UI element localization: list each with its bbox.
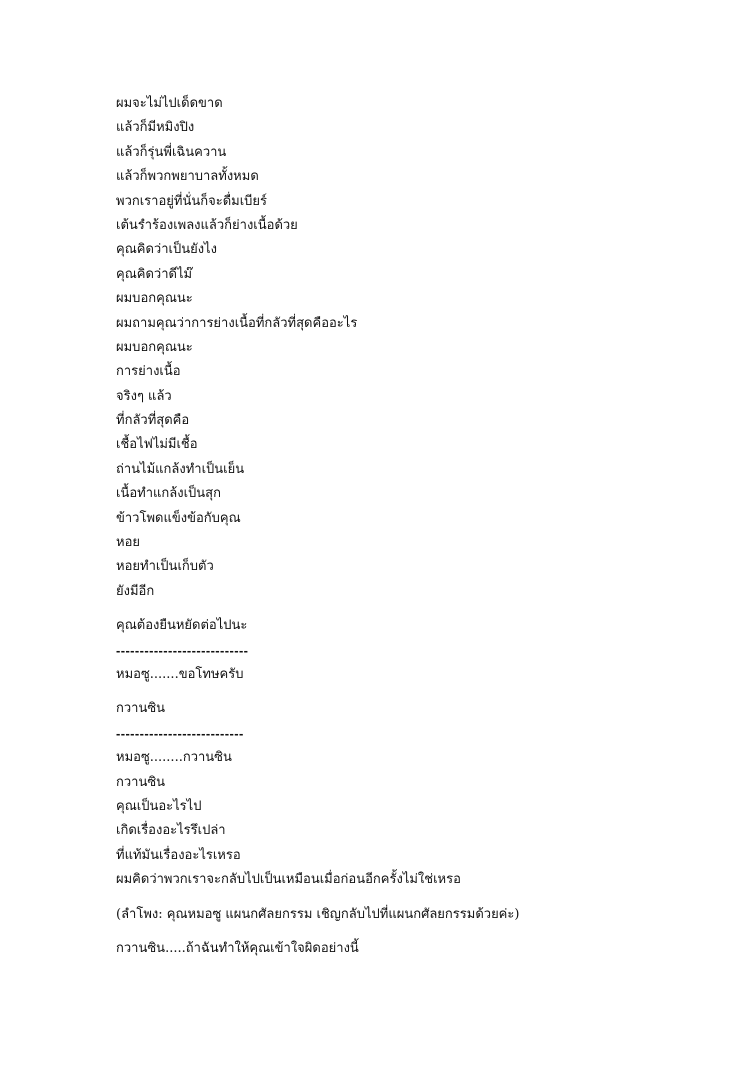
dialogue-line: ผมคิดว่าพวกเราจะกลับไปเป็นเหมือนเมื่อก่อนอีกครั้งไม่ใช่เหรอ bbox=[116, 872, 461, 888]
dialogue-line: ผมบอกคุณนะ bbox=[116, 291, 193, 307]
dialogue-line: หอยทำเป็นเก็บตัว bbox=[116, 559, 214, 575]
dialogue-line: ผมจะไม่ไปเด็ดขาด bbox=[116, 96, 223, 111]
dialogue-line: หอย bbox=[116, 535, 140, 551]
dialogue-line: เต้นรำร้องเพลงแล้วก็ย่างเนื้อด้วย bbox=[116, 217, 298, 233]
dialogue-line: เนื้อทำแกล้งเป็นสุก bbox=[116, 486, 221, 502]
dialogue-line: หมอซู........กวานซิน bbox=[116, 750, 232, 766]
dialogue-block-2 bbox=[116, 746, 716, 892]
dialogue-line: แล้วก็พวกพยาบาลทั้งหมด bbox=[116, 169, 259, 185]
dialogue-line: ยังมีอีก bbox=[116, 583, 155, 599]
dialogue-line: คุณคิดว่าเป็นยังไง bbox=[116, 242, 217, 258]
section-separator: --------------------------- bbox=[116, 725, 244, 741]
dialogue-line: แล้วก็รุ่นพี่เฉินควาน bbox=[116, 144, 227, 160]
dialogue-line-final: กวานซิน.....ถ้าฉันทำให้คุณเข้าใจผิดอย่างนี้ bbox=[116, 940, 359, 956]
dialogue-line: การย่างเนื้อ bbox=[116, 364, 181, 380]
speaker-announcement: (ลำโพง: คุณหมอซู แผนกศัลยกรรม เชิญกลับไปที่แผนกศัลยกรรมด้วยค่ะ) bbox=[116, 906, 520, 922]
dialogue-line-sorry: หมอซู.......ขอโทษครับ bbox=[116, 666, 244, 682]
dialogue-line: จริงๆ แล้ว bbox=[116, 388, 172, 404]
dialogue-line: คุณเป็นอะไรไป bbox=[116, 798, 202, 814]
dialogue-line: ที่กลัวที่สุดคือ bbox=[116, 413, 190, 429]
dialogue-line: ผมบอกคุณนะ bbox=[116, 339, 193, 355]
dialogue-block-1 bbox=[116, 92, 716, 604]
dialogue-line: ผมถามคุณว่าการย่างเนื้อที่กลัวที่สุดคืออะไร bbox=[116, 315, 358, 331]
dialogue-line: เกิดเรื่องอะไรรึเปล่า bbox=[116, 823, 226, 839]
dialogue-line: ที่แท้มันเรื่องอะไรเหรอ bbox=[116, 847, 241, 863]
dialogue-line: ถ่านไม้แกล้งทำเป็นเย็น bbox=[116, 461, 245, 477]
dialogue-line: คุณคิดว่าดีไม๊ bbox=[116, 266, 193, 282]
document-page bbox=[116, 92, 716, 961]
section-separator: ---------------------------- bbox=[116, 642, 249, 658]
dialogue-line: พวกเราอยู่ที่นั่นก็จะดื่มเบียร์ bbox=[116, 193, 268, 209]
dialogue-line-continue: คุณต้องยืนหยัดต่อไปนะ bbox=[116, 618, 248, 634]
dialogue-line: แล้วก็มีหมิงปิง bbox=[116, 120, 195, 136]
dialogue-line: กวานซิน bbox=[116, 774, 166, 790]
dialogue-line: ข้าวโพดแข็งข้อกับคุณ bbox=[116, 510, 241, 526]
dialogue-line: เชื้อไฟไม่มีเชื้อ bbox=[116, 437, 198, 453]
speaker-name: กวานซิน bbox=[116, 701, 166, 717]
